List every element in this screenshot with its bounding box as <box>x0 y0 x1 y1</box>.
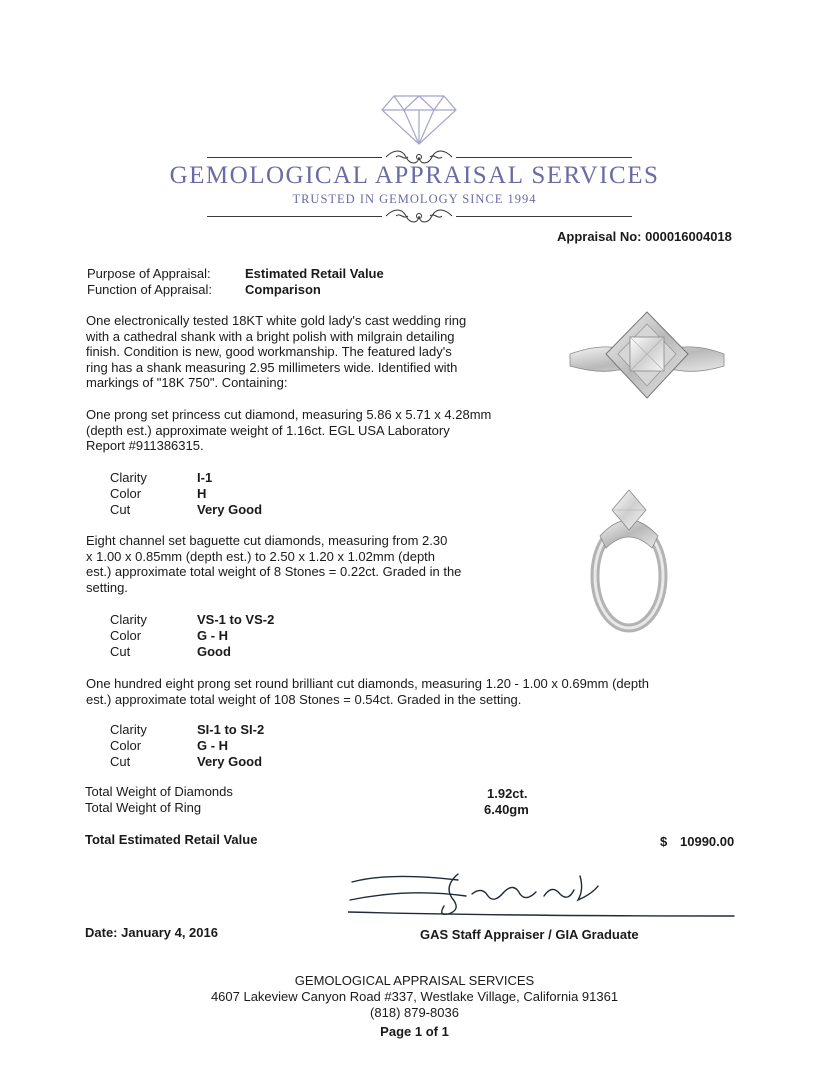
purpose-value: Estimated Retail Value <box>245 266 384 281</box>
stone-1-cut-label: Cut <box>110 502 131 517</box>
stone-1-color-value: H <box>197 486 207 501</box>
ring-side-view-image <box>582 484 676 636</box>
stone-2-clarity-label: Clarity <box>110 612 147 627</box>
currency-symbol: $ <box>660 834 668 849</box>
stone-2-line: setting. <box>86 579 128 595</box>
appraisal-date: Date: January 4, 2016 <box>85 925 218 940</box>
stone-2-color-value: G - H <box>197 628 229 643</box>
ring-top-view-image <box>568 304 726 412</box>
footer-phone: (818) 879-8036 <box>370 1005 459 1020</box>
stone-1-clarity-label: Clarity <box>110 470 147 485</box>
stone-3-clarity-label: Clarity <box>110 722 147 737</box>
total-diamonds-label: Total Weight of Diamonds <box>85 784 233 799</box>
footer-address: 4607 Lakeview Canyon Road #337, Westlake Village, California 91361 <box>210 989 619 1004</box>
stone-1-description <box>86 407 491 454</box>
stone-3-clarity-value: SI-1 to SI-2 <box>197 722 265 737</box>
header-rule-bottom-right <box>456 216 632 217</box>
header-rule-top-right <box>456 157 632 158</box>
description-line: ring has a shank measuring 2.95 millimeters wide. Identified with <box>86 359 458 375</box>
total-retail-label: Total Estimated Retail Value <box>85 832 258 847</box>
stone-2-clarity-value: VS-1 to VS-2 <box>197 612 275 627</box>
stone-2-cut-label: Cut <box>110 644 131 659</box>
stone-1-line: One prong set princess cut diamond, measuring 5.86 x 5.71 x 4.28mm <box>86 407 492 422</box>
footer-company: GEMOLOGICAL APPRAISAL SERVICES <box>294 973 535 988</box>
description-line: One electronically tested 18KT white gold lady's cast wedding ring <box>86 313 467 328</box>
function-label: Function of Appraisal: <box>87 282 213 297</box>
total-retail-value: 10990.00 <box>680 834 735 849</box>
diamond-logo-icon <box>380 94 458 146</box>
purpose-label: Purpose of Appraisal: <box>87 266 211 281</box>
description-line: markings of "18K 750". Containing: <box>86 375 288 390</box>
header-rule-top-left <box>207 157 382 158</box>
stone-3-line: est.) approximate total weight of 108 Stones = 0.54ct. Graded in the setting. <box>86 691 522 707</box>
total-ring-label: Total Weight of Ring <box>85 800 202 815</box>
signature-title: GAS Staff Appraiser / GIA Graduate <box>420 927 639 942</box>
stone-2-description <box>86 533 461 595</box>
stone-3-line: One hundred eight prong set round brilliant cut diamonds, measuring 1.20 - 1.00 x 0.69mm (depth <box>86 676 649 691</box>
stone-1-clarity-value: I-1 <box>197 470 213 485</box>
stone-3-color-value: G - H <box>197 738 229 753</box>
stone-2-cut-value: Good <box>197 644 231 659</box>
stone-2-line: Eight channel set baguette cut diamonds, measuring from 2.30 <box>86 533 448 548</box>
appraisal-number: Appraisal No: 000016004018 <box>557 229 732 244</box>
description-line: finish. Condition is new, good workmanship. The featured lady's <box>86 344 452 359</box>
stone-3-cut-value: Very Good <box>197 754 263 769</box>
stone-1-cut-value: Very Good <box>197 502 263 517</box>
stone-3-color-label: Color <box>110 738 142 753</box>
page-number: Page 1 of 1 <box>380 1024 449 1039</box>
stone-2-line: est.) approximate total weight of 8 Stones = 0.22ct. Graded in the <box>86 564 462 579</box>
total-diamonds-value: 1.92ct. <box>487 786 528 801</box>
header-rule-bottom-left <box>207 216 382 217</box>
flourish-bottom-icon <box>382 207 456 225</box>
stone-2-line: x 1.00 x 0.85mm (depth est.) to 2.50 x 1.20 x 1.02mm (depth <box>86 548 436 564</box>
stone-3-description <box>86 676 649 707</box>
item-description <box>86 313 466 391</box>
stone-3-cut-label: Cut <box>110 754 131 769</box>
company-name: GEMOLOGICAL APPRAISAL SERVICES <box>169 162 660 189</box>
description-line: with a cathedral shank with a bright polish with milgrain detailing <box>86 328 455 344</box>
appraiser-signature <box>348 866 738 922</box>
stone-1-line: (depth est.) approximate weight of 1.16ct. EGL USA Laboratory <box>86 422 450 438</box>
total-ring-value: 6.40gm <box>484 802 529 817</box>
company-tagline: TRUSTED IN GEMOLOGY SINCE 1994 <box>292 192 537 206</box>
function-value: Comparison <box>245 282 321 297</box>
stone-1-color-label: Color <box>110 486 142 501</box>
stone-1-line: Report #911386315. <box>86 438 204 453</box>
stone-2-color-label: Color <box>110 628 142 643</box>
